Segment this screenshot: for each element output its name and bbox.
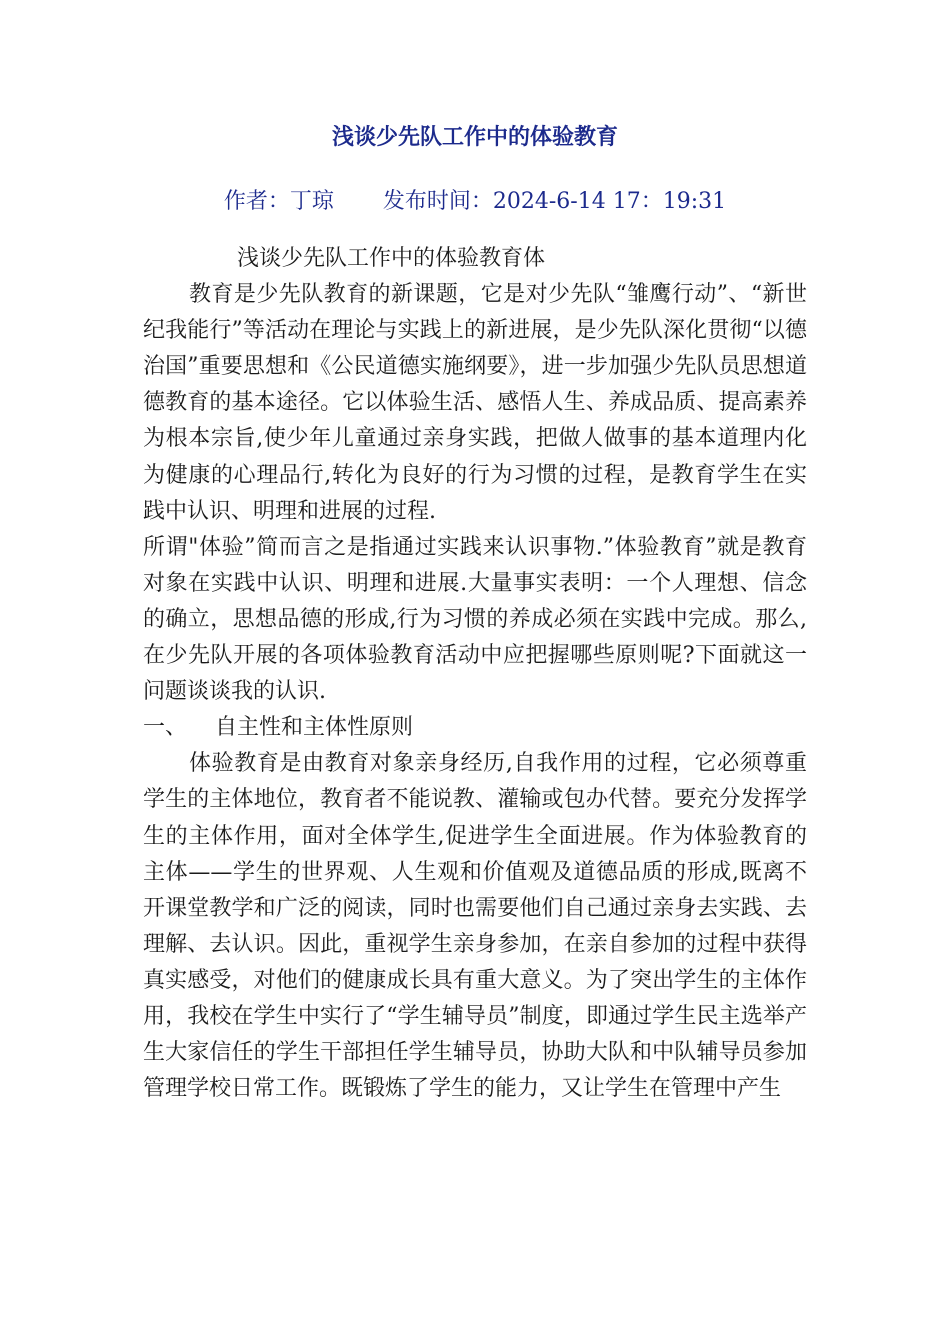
author-name: 丁琼 bbox=[289, 189, 334, 214]
meta-gap bbox=[334, 189, 383, 214]
author-label: 作者： bbox=[223, 189, 290, 214]
body-paragraph: 所谓"体验”简而言之是指通过实践来认识事物.”体验教育”就是教育对象在实践中认识、明理和进展.大量事实表明：一个人理想、信念的确立，思想品德的形成,行为习惯的养成必须在实践中完成。那么,在少先队开展的各项体验教育活动中应把握哪些原则呢?下面就这一问题谈谈我的认识. bbox=[143, 534, 807, 705]
body-subtitle: 浅谈少先队工作中的体验教育体 bbox=[237, 246, 546, 271]
publish-date: 2024-6-14 17：19:31 bbox=[492, 189, 727, 214]
document-body bbox=[143, 241, 807, 1107]
body-paragraph: 教育是少先队教育的新课题，它是对少先队“雏鹰行动”、“新世纪我能行”等活动在理论与实践上的新进展，是少先队深化贯彻“以德治国”重要思想和《公民道德实施纲要》，进一步加强少先队员思想道德教育的基本途径。它以体验生活、感悟人生、养成品质、提高素养为根本宗旨,使少年儿童通过亲身实践，把做人做事的基本道理内化为健康的心理品行,转化为良好的行为习惯的过程，是教育学生在实践中认识、明理和进展的过程. bbox=[143, 282, 807, 524]
document-meta bbox=[0, 184, 950, 215]
date-label: 发布时间： bbox=[382, 189, 493, 214]
section-heading: 一、 自主性和主体性原则 bbox=[143, 715, 413, 741]
document-title: 浅谈少先队工作中的体验教育 bbox=[331, 125, 618, 150]
body-paragraph: 体验教育是由教育对象亲身经历,自我作用的过程，它必须尊重学生的主体地位，教育者不能说教、灌输或包办代替。要充分发挥学生的主体作用，面对全体学生,促进学生全面进展。作为体验教育的主体——学生的世界观、人生观和价值观及道德品质的形成,既离不开课堂教学和广泛的阅读，同时也需要他们自己通过亲身去实践、去理解、去认识。因此，重视学生亲身参加，在亲自参加的过程中获得真实感受，对他们的健康成长具有重大意义。为了突出学生的主体作用，我校在学生中实行了“学生辅导员”制度，即通过学生民主选举产生大家信任的学生干部担任学生辅导员，协助大队和中队辅导员参加管理学校日常工作。既锻炼了学生的能力，又让学生在管理中产生 bbox=[143, 751, 807, 1102]
